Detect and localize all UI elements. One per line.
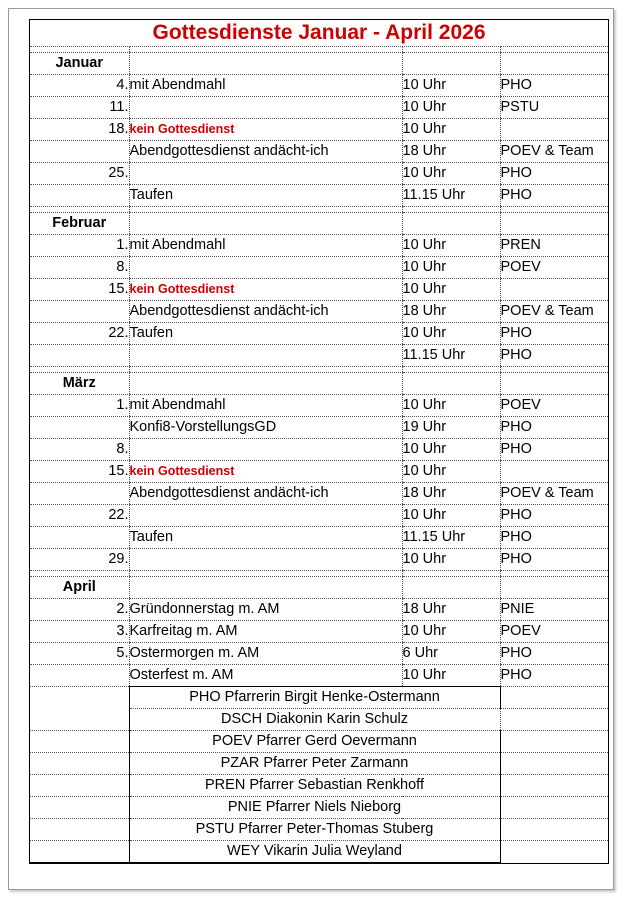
service-time: 10 Uhr xyxy=(402,323,500,345)
table-row xyxy=(30,323,608,345)
legend-trailing-space xyxy=(500,687,608,709)
legend-trailing-space xyxy=(500,841,608,863)
service-time: 10 Uhr xyxy=(402,235,500,257)
no-service-note: kein Gottesdienst xyxy=(129,122,235,136)
service-time: 10 Uhr xyxy=(402,461,500,483)
service-date: 15. xyxy=(30,461,129,483)
service-time: 10 Uhr xyxy=(402,279,500,301)
legend-trailing-space xyxy=(500,753,608,775)
service-description xyxy=(129,119,402,141)
month-name: Januar xyxy=(30,53,129,75)
service-description xyxy=(129,549,402,571)
month-header-blank xyxy=(402,213,500,235)
table-row xyxy=(30,119,608,141)
service-time: 18 Uhr xyxy=(402,483,500,505)
no-service-note: kein Gottesdienst xyxy=(129,282,235,296)
table-row xyxy=(30,345,608,367)
service-description: Taufen xyxy=(129,323,402,345)
service-time: 6 Uhr xyxy=(402,643,500,665)
title-row xyxy=(30,20,608,47)
service-date xyxy=(30,301,129,323)
schedule-table xyxy=(30,20,608,863)
table-row xyxy=(30,599,608,621)
month-header-blank xyxy=(129,577,402,599)
service-date xyxy=(30,141,129,163)
legend-trailing-space xyxy=(500,731,608,753)
legend-row xyxy=(30,841,608,863)
service-person: PHO xyxy=(500,163,608,185)
service-person: PHO xyxy=(500,439,608,461)
table-row xyxy=(30,665,608,687)
month-header-row xyxy=(30,53,608,75)
table-row xyxy=(30,257,608,279)
no-service-note: kein Gottesdienst xyxy=(129,464,235,478)
table-row xyxy=(30,483,608,505)
month-name: April xyxy=(30,577,129,599)
service-time: 18 Uhr xyxy=(402,599,500,621)
table-row xyxy=(30,279,608,301)
service-description: Taufen xyxy=(129,185,402,207)
legend-entry: PSTU Pfarrer Peter-Thomas Stuberg xyxy=(129,819,500,841)
service-description: mit Abendmahl xyxy=(129,235,402,257)
service-person: POEV & Team xyxy=(500,483,608,505)
month-header-row xyxy=(30,577,608,599)
table-row xyxy=(30,163,608,185)
service-time: 19 Uhr xyxy=(402,417,500,439)
legend-row xyxy=(30,687,608,709)
service-description: Konfi8-VorstellungsGD xyxy=(129,417,402,439)
table-row xyxy=(30,643,608,665)
legend-gutter xyxy=(30,797,129,819)
table-row xyxy=(30,549,608,571)
legend-gutter xyxy=(30,841,129,863)
service-person: PNIE xyxy=(500,599,608,621)
month-name: Februar xyxy=(30,213,129,235)
service-description xyxy=(129,257,402,279)
service-time: 10 Uhr xyxy=(402,439,500,461)
table-row xyxy=(30,141,608,163)
service-time: 11.15 Uhr xyxy=(402,527,500,549)
service-date: 25. xyxy=(30,163,129,185)
service-description xyxy=(129,505,402,527)
service-description xyxy=(129,345,402,367)
service-person: POEV xyxy=(500,395,608,417)
legend-row xyxy=(30,753,608,775)
month-header-blank xyxy=(500,53,608,75)
service-description xyxy=(129,163,402,185)
service-person: PHO xyxy=(500,185,608,207)
service-date xyxy=(30,665,129,687)
legend-trailing-space xyxy=(500,775,608,797)
service-description: Abendgottesdienst andächt-ich xyxy=(129,301,402,323)
page-title: Gottesdienste Januar - April 2026 xyxy=(30,20,608,47)
service-time: 10 Uhr xyxy=(402,75,500,97)
table-row xyxy=(30,395,608,417)
legend-row xyxy=(30,797,608,819)
month-header-blank xyxy=(500,213,608,235)
service-person: PREN xyxy=(500,235,608,257)
service-person xyxy=(500,461,608,483)
service-person: POEV xyxy=(500,621,608,643)
service-person: PHO xyxy=(500,323,608,345)
legend-entry: POEV Pfarrer Gerd Oevermann xyxy=(129,731,500,753)
service-date: 29. xyxy=(30,549,129,571)
service-time: 11.15 Uhr xyxy=(402,345,500,367)
service-date: 1. xyxy=(30,395,129,417)
service-time: 11.15 Uhr xyxy=(402,185,500,207)
table-row xyxy=(30,505,608,527)
service-date xyxy=(30,527,129,549)
table-row xyxy=(30,185,608,207)
legend-entry: PHO Pfarrerin Birgit Henke-Ostermann xyxy=(129,687,500,709)
service-description: Abendgottesdienst andächt-ich xyxy=(129,141,402,163)
service-description: mit Abendmahl xyxy=(129,395,402,417)
month-header-blank xyxy=(129,373,402,395)
service-date: 8. xyxy=(30,439,129,461)
month-header-blank xyxy=(500,577,608,599)
table-row xyxy=(30,75,608,97)
page-frame xyxy=(8,8,614,890)
legend-trailing-space xyxy=(500,819,608,841)
service-time: 10 Uhr xyxy=(402,621,500,643)
legend-row xyxy=(30,819,608,841)
table-row xyxy=(30,417,608,439)
month-header-blank xyxy=(129,53,402,75)
table-row xyxy=(30,621,608,643)
service-date: 1. xyxy=(30,235,129,257)
legend-entry: WEY Vikarin Julia Weyland xyxy=(129,841,500,863)
service-description: Taufen xyxy=(129,527,402,549)
service-time: 10 Uhr xyxy=(402,119,500,141)
legend-row xyxy=(30,775,608,797)
service-time: 10 Uhr xyxy=(402,549,500,571)
month-header-blank xyxy=(500,373,608,395)
service-date: 18. xyxy=(30,119,129,141)
legend-gutter xyxy=(30,819,129,841)
service-time: 18 Uhr xyxy=(402,301,500,323)
service-person xyxy=(500,279,608,301)
legend-gutter xyxy=(30,709,129,731)
service-description: Gründonnerstag m. AM xyxy=(129,599,402,621)
service-date: 8. xyxy=(30,257,129,279)
service-person: POEV & Team xyxy=(500,141,608,163)
month-name: März xyxy=(30,373,129,395)
service-time: 10 Uhr xyxy=(402,505,500,527)
service-time: 10 Uhr xyxy=(402,665,500,687)
service-date: 22. xyxy=(30,323,129,345)
legend-entry: PZAR Pfarrer Peter Zarmann xyxy=(129,753,500,775)
legend-gutter xyxy=(30,731,129,753)
service-description: Osterfest m. AM xyxy=(129,665,402,687)
service-description: Karfreitag m. AM xyxy=(129,621,402,643)
legend-gutter xyxy=(30,687,129,709)
service-date xyxy=(30,483,129,505)
service-person: PHO xyxy=(500,643,608,665)
service-date xyxy=(30,417,129,439)
service-date: 2. xyxy=(30,599,129,621)
service-time: 10 Uhr xyxy=(402,257,500,279)
schedule-sheet xyxy=(29,19,609,864)
service-person xyxy=(500,119,608,141)
service-description xyxy=(129,279,402,301)
service-description xyxy=(129,97,402,119)
service-time: 18 Uhr xyxy=(402,141,500,163)
service-description xyxy=(129,439,402,461)
service-description: Ostermorgen m. AM xyxy=(129,643,402,665)
service-date xyxy=(30,345,129,367)
month-header-blank xyxy=(129,213,402,235)
legend-row xyxy=(30,731,608,753)
service-person: PHO xyxy=(500,549,608,571)
service-person: PHO xyxy=(500,75,608,97)
legend-trailing-space xyxy=(500,709,608,731)
legend-entry: PREN Pfarrer Sebastian Renkhoff xyxy=(129,775,500,797)
month-header-blank xyxy=(402,577,500,599)
month-header-blank xyxy=(402,53,500,75)
legend-trailing-space xyxy=(500,797,608,819)
legend-entry: DSCH Diakonin Karin Schulz xyxy=(129,709,500,731)
service-date: 15. xyxy=(30,279,129,301)
service-person: PHO xyxy=(500,505,608,527)
service-date: 22. xyxy=(30,505,129,527)
service-time: 10 Uhr xyxy=(402,97,500,119)
service-person: POEV & Team xyxy=(500,301,608,323)
month-header-blank xyxy=(402,373,500,395)
table-row xyxy=(30,97,608,119)
service-date: 3. xyxy=(30,621,129,643)
service-time: 10 Uhr xyxy=(402,395,500,417)
service-description: mit Abendmahl xyxy=(129,75,402,97)
legend-gutter xyxy=(30,753,129,775)
table-row xyxy=(30,527,608,549)
legend-gutter xyxy=(30,775,129,797)
legend-row xyxy=(30,709,608,731)
service-date: 5. xyxy=(30,643,129,665)
service-time: 10 Uhr xyxy=(402,163,500,185)
service-date xyxy=(30,185,129,207)
service-person: PHO xyxy=(500,417,608,439)
table-row xyxy=(30,301,608,323)
service-description xyxy=(129,461,402,483)
service-person: PHO xyxy=(500,345,608,367)
schedule-table-body xyxy=(30,20,608,863)
service-date: 11. xyxy=(30,97,129,119)
table-row xyxy=(30,461,608,483)
month-header-row xyxy=(30,373,608,395)
service-person: PSTU xyxy=(500,97,608,119)
service-person: PHO xyxy=(500,527,608,549)
service-person: POEV xyxy=(500,257,608,279)
month-header-row xyxy=(30,213,608,235)
service-person: PHO xyxy=(500,665,608,687)
service-date: 4. xyxy=(30,75,129,97)
service-description: Abendgottesdienst andächt-ich xyxy=(129,483,402,505)
table-row xyxy=(30,439,608,461)
table-row xyxy=(30,235,608,257)
legend-entry: PNIE Pfarrer Niels Nieborg xyxy=(129,797,500,819)
